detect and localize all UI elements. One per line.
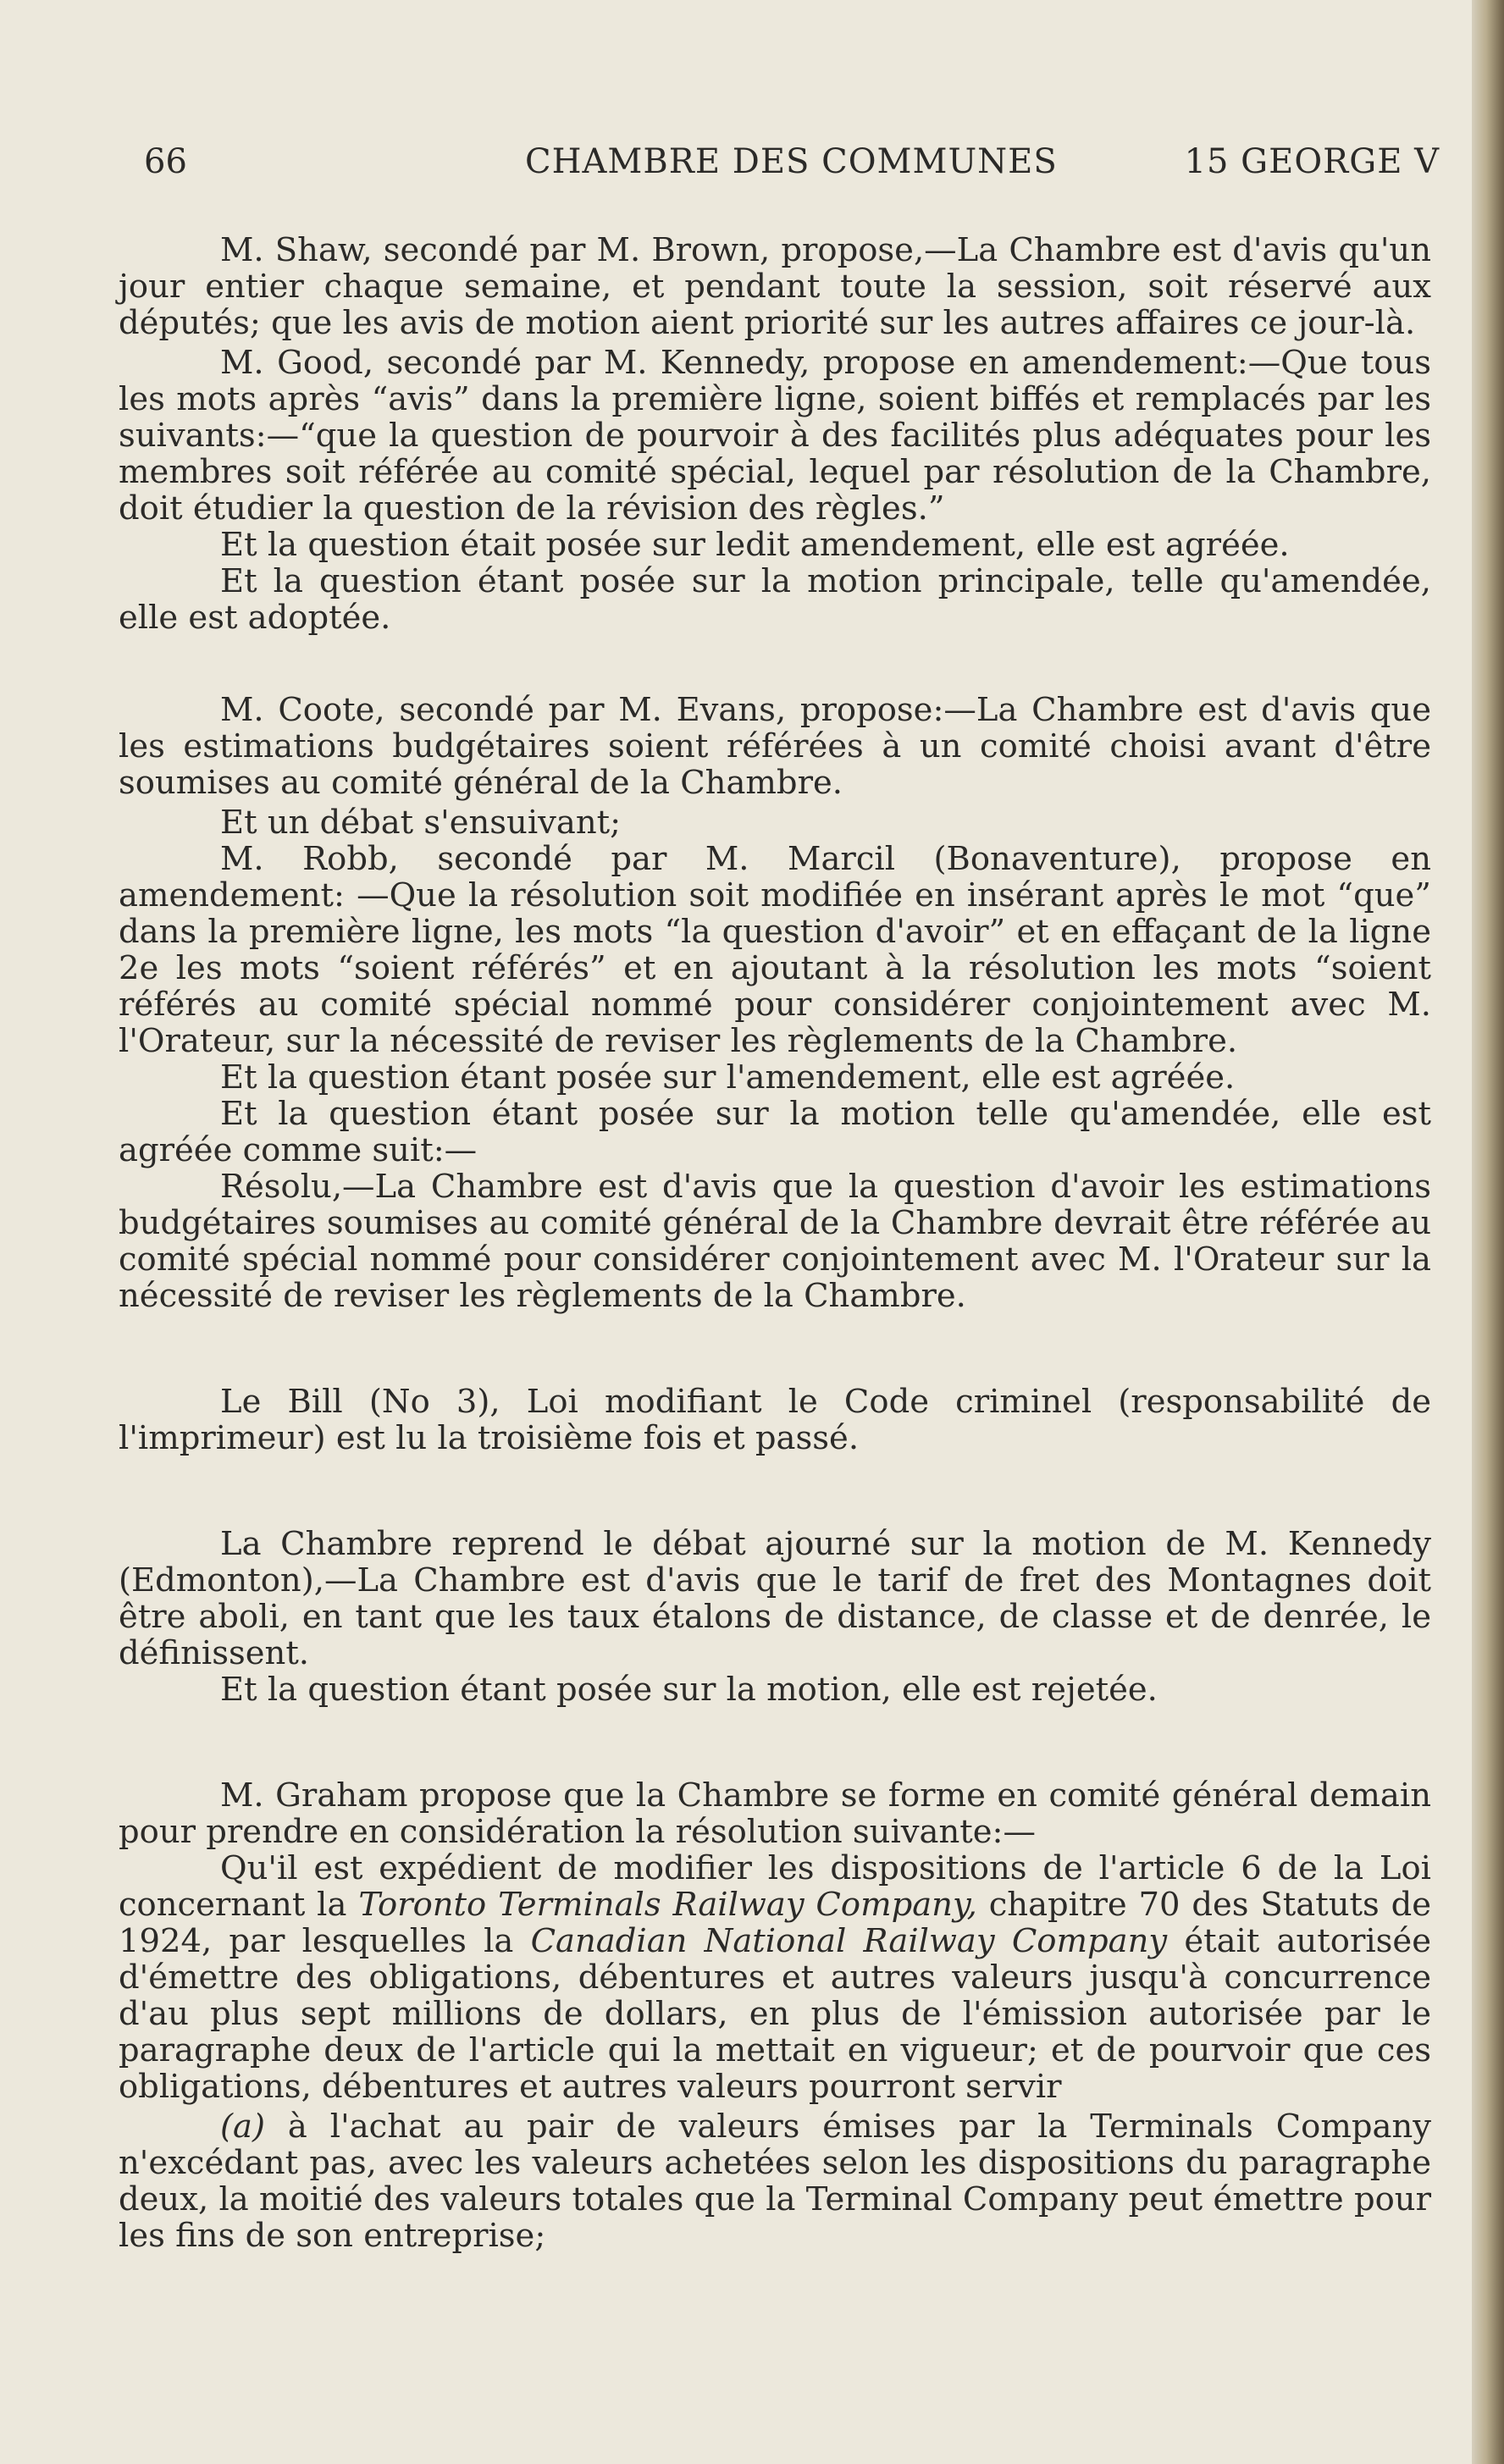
paragraph-motion-adopted: Et la question étant posée sur la motion principale, telle qu'amendée, elle est adoptée. [119, 562, 1431, 637]
clause-a-label: (a) [220, 2108, 265, 2146]
page-number: 66 [144, 142, 187, 181]
paragraph-clause-a [119, 2108, 1431, 2254]
page-body [119, 232, 1431, 2254]
paragraph-debate: Et un débat s'ensuivant; [220, 804, 622, 842]
paragraph-resolution: Résolu,—La Chambre est d'avis que la question d'avoir les estimations budgétaires soumises au comité général de la Chambre devrait être référée au comité spécial nommé pour considérer conjointement avec M. l'Orateur sur la nécessité de reviser les règlements de la Chambre. [119, 1168, 1431, 1315]
toronto-text-1: Qu'il est expédient de modifier les dispositions de l'article 6 de la Loi concernant la [119, 1849, 1431, 1924]
clause-a-text: à l'achat au pair de valeurs émises par la Terminals Company n'excédant pas, avec les valeurs achetées selon les dispositions du paragraphe deux, la moitié des valeurs totales que la Terminal Company peut émettre pour les fins de son entreprise; [119, 2108, 1431, 2255]
paragraph-kennedy-debate: La Chambre reprend le débat ajourné sur la motion de M. Kennedy (Edmonton),—La Chambre est d'avis que le tarif de fret des Montagnes doit être aboli, en tant que les taux étalons de distance, de classe et de denrée, le définissent. [119, 1525, 1431, 1672]
paragraph-graham-motion: M. Graham propose que la Chambre se forme en comité général demain pour prendre en considération la résolution suivante:— [119, 1776, 1431, 1851]
paragraph-motion-rejected: Et la question étant posée sur la motion, elle est rejetée. [220, 1671, 1158, 1709]
paragraph-robb-amendment: M. Robb, secondé par M. Marcil (Bonaventure), propose en amendement: —Que la résolution soit modifiée en insérant après le mot “que” dans la première ligne, les mots “la question d'avoir” et en effaçant de la ligne 2e les mots “soient référés” et en ajoutant à la résolution les mots “soient référés au comité spécial nommé pour considérer conjointement avec M. l'Orateur, sur la nécessité de reviser les règlements de la Chambre. [119, 840, 1431, 1060]
toronto-company-name: Toronto Terminals Railway Company, [358, 1886, 977, 1924]
paragraph-coote-motion: M. Coote, secondé par M. Evans, propose:—La Chambre est d'avis que les estimations budgétaires soient référées à un comité choisi avant d'être soumises au comité général de la Chambre. [119, 691, 1431, 802]
toronto-text-2: chapitre 70 des Statuts de 1924, par lesquelles la [119, 1886, 1432, 1960]
paragraph-motion-agreed: Et la question étant posée sur la motion telle qu'amendée, elle est agréée comme suit:— [119, 1095, 1431, 1169]
session-label: 15 GEORGE V [1184, 142, 1440, 181]
toronto-text-3: était autorisée d'émettre des obligations, débentures et autres valeurs jusqu'à concurrence d'au plus sept millions de dollars, en plus de l'émission autorisée par le paragraphe deux de l'article qui la mettait en vigueur; et de pourvoir que ces obligations, débentures et autres valeurs pourront servir [119, 1922, 1431, 2106]
cnr-company-name: Canadian National Railway Company [530, 1922, 1168, 1960]
paragraph-amendment-agreed-2: Et la question étant posée sur l'amendement, elle est agréée. [220, 1058, 1236, 1097]
paragraph-good-amendment: M. Good, secondé par M. Kennedy, propose en amendement:—Que tous les mots après “avis” dans la première ligne, soient biffés et remplacés par les suivants:—“que la question de pourvoir à des facilités plus adéquates pour les membres soit référée au comité spécial, lequel par résolution de la Chambre, doit étudier la question de la révision des règles.” [119, 344, 1431, 528]
page-edge [1472, 0, 1504, 2464]
running-title: CHAMBRE DES COMMUNES [525, 142, 1058, 181]
paragraph-amendment-agreed: Et la question était posée sur ledit amendement, elle est agréée. [220, 526, 1290, 564]
page-header [144, 142, 1440, 193]
paragraph-shaw-motion: M. Shaw, secondé par M. Brown, propose,—La Chambre est d'avis qu'un jour entier chaque semaine, et pendant toute la session, soit réservé aux députés; que les avis de motion aient priorité sur les autres affaires ce jour-là. [119, 231, 1431, 342]
paragraph-bill-no3: Le Bill (No 3), Loi modifiant le Code criminel (responsabilité de l'imprimeur) est lu la troisième fois et passé. [119, 1383, 1431, 1457]
paragraph-toronto-terminals [119, 1850, 1431, 2105]
